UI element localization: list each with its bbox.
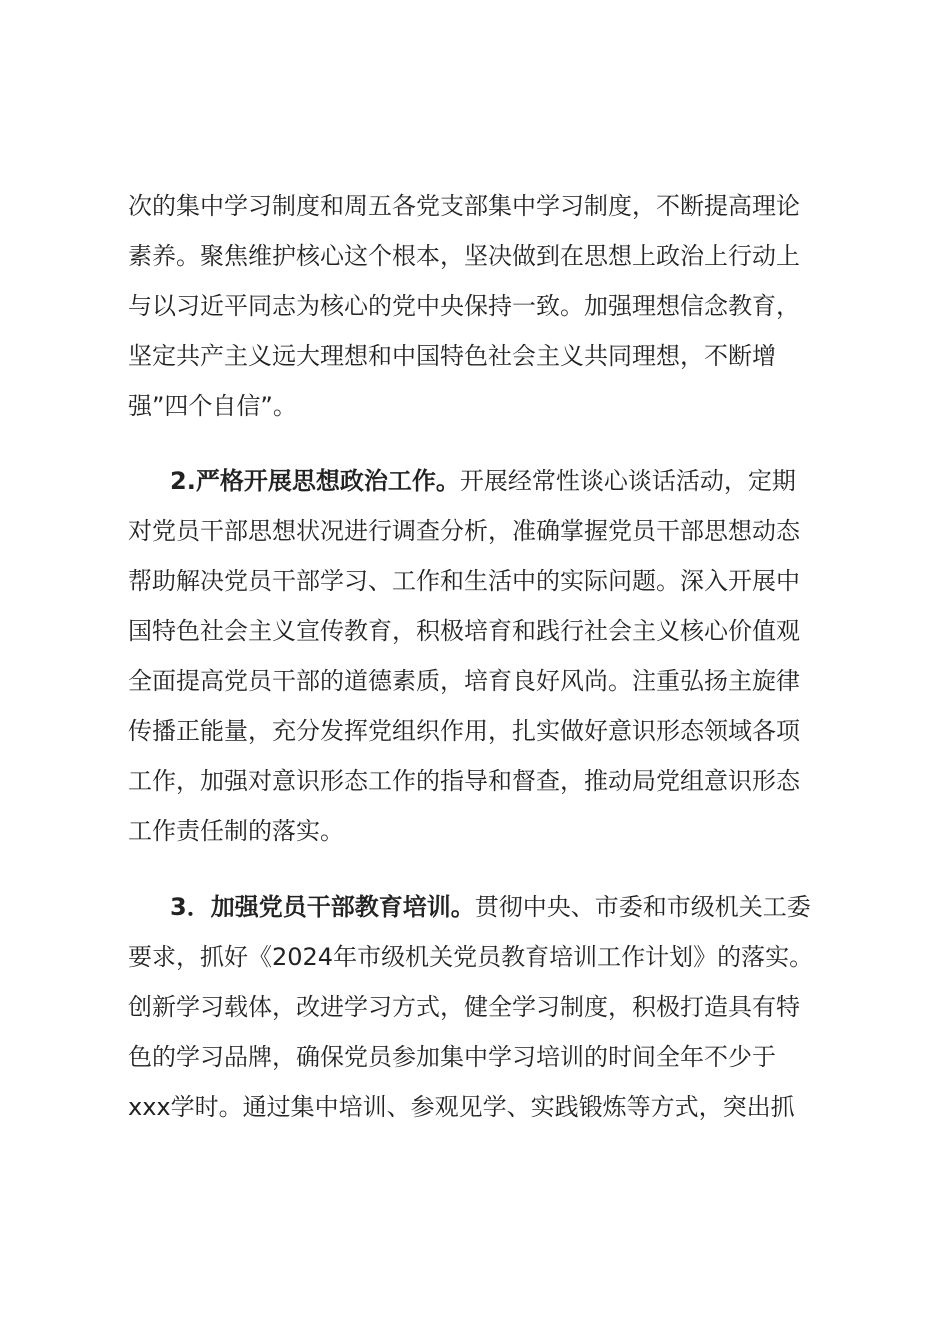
section-heading: 2.严格开展思想政治工作。 bbox=[170, 467, 460, 495]
paragraph-line: 传播正能量，充分发挥党组织作用，扎实做好意识形态领域各项 bbox=[128, 717, 800, 745]
paragraph-line: xxx学时。通过集中培训、参观见学、实践锻炼等方式，突出抓 bbox=[128, 1093, 795, 1121]
paragraph-3 bbox=[128, 882, 848, 1132]
paragraph-text: 开展经常性谈心谈话活动，定期 bbox=[459, 467, 796, 495]
paragraph-line: 与以习近平同志为核心的党中央保持一致。加强理想信念教育， bbox=[128, 292, 800, 320]
paragraph-line: 帮助解决党员干部学习、工作和生活中的实际问题。深入开展中 bbox=[128, 567, 800, 595]
paragraph-first-line bbox=[128, 882, 848, 932]
paragraph-line: 国特色社会主义宣传教育，积极培育和践行社会主义核心价值观 bbox=[128, 617, 800, 645]
paragraph-line: 工作，加强对意识形态工作的指导和督查，推动局党组意识形态 bbox=[128, 767, 800, 795]
paragraph-line: 对党员干部思想状况进行调查分析，准确掌握党员干部思想动态 bbox=[128, 517, 800, 545]
paragraph-line: 坚定共产主义远大理想和中国特色社会主义共同理想，不断增 bbox=[128, 342, 776, 370]
paragraph-line: 色的学习品牌，确保党员参加集中学习培训的时间全年不少于 bbox=[128, 1043, 776, 1071]
section-heading: 3．加强党员干部教育培训。 bbox=[170, 893, 475, 921]
paragraph-first-line bbox=[128, 456, 848, 506]
paragraph-1 bbox=[128, 181, 848, 431]
paragraph-line: 要求，抓好《2024年市级机关党员教育培训工作计划》的落实。 bbox=[128, 943, 814, 971]
paragraph-line: 创新学习载体，改进学习方式，健全学习制度，积极打造具有特 bbox=[128, 993, 800, 1021]
paragraph-line: 次的集中学习制度和周五各党支部集中学习制度，不断提高理论 bbox=[128, 192, 800, 220]
paragraph-line: 强”四个自信”。 bbox=[128, 392, 297, 420]
paragraph-2 bbox=[128, 456, 848, 856]
paragraph-line: 全面提高党员干部的道德素质，培育良好风尚。注重弘扬主旋律 bbox=[128, 667, 800, 695]
paragraph-line: 工作责任制的落实。 bbox=[128, 817, 344, 845]
paragraph-text: 贯彻中央、市委和市级机关工委 bbox=[474, 893, 811, 921]
paragraph-line: 素养。聚焦维护核心这个根本，坚决做到在思想上政治上行动上 bbox=[128, 242, 800, 270]
